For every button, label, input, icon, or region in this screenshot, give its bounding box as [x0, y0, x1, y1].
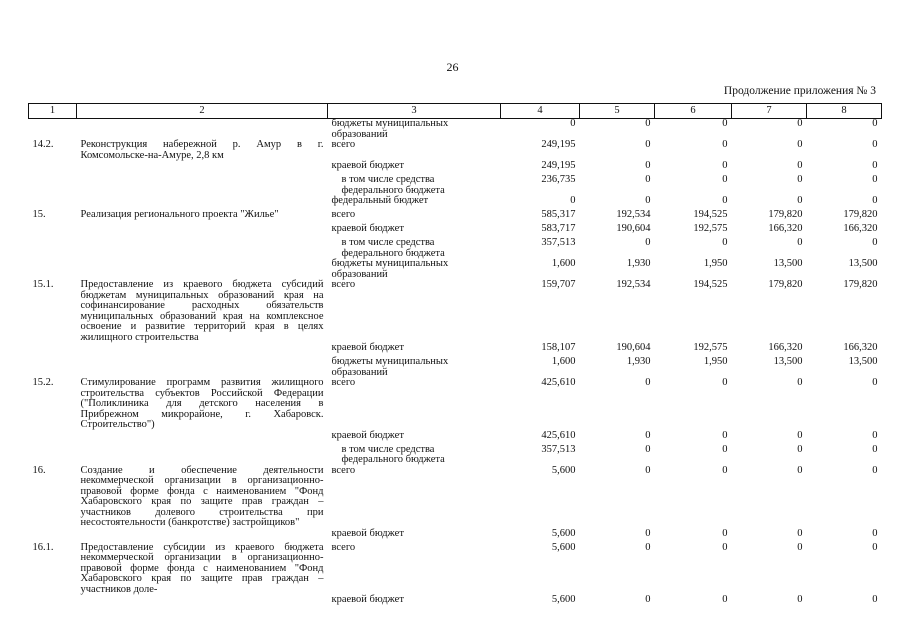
- value-cell: 192,534: [616, 279, 651, 290]
- value-cell: 159,707: [541, 279, 576, 290]
- value-cell: 1,600: [551, 258, 576, 269]
- table-row: [29, 357, 882, 378]
- value-cell: 0: [645, 237, 651, 248]
- column-header: 2: [77, 104, 328, 119]
- row-number: 15.2.: [32, 377, 54, 388]
- value-cell: 0: [722, 429, 728, 441]
- row-number: 14.2.: [32, 139, 54, 150]
- funding-source: федеральный бюджет: [331, 195, 429, 206]
- row-name: [77, 357, 328, 378]
- value-cell: 425,610: [541, 429, 576, 441]
- table-row: [29, 175, 882, 196]
- value-cell: 13,500: [848, 356, 878, 367]
- table-row: [29, 119, 882, 141]
- value-cell: 192,575: [693, 342, 728, 353]
- funding-source: всего: [331, 279, 356, 290]
- row-name: [77, 119, 328, 141]
- column-header: 7: [732, 104, 807, 119]
- funding-source: всего: [331, 209, 356, 220]
- value-cell: 0: [872, 541, 878, 553]
- value-cell: 0: [645, 139, 651, 150]
- row-name: Предоставление из краевого бюджета субсидий бюджетам муниципальных образований края на софинансирование расходных обязательств муниципальных образований края на комплексное освоение и развитие территорий края в целях жилищного строительства: [80, 279, 324, 343]
- value-cell: 0: [645, 594, 651, 605]
- value-cell: 0: [722, 541, 728, 553]
- value-cell: 5,600: [551, 527, 576, 539]
- value-cell: 0: [872, 594, 878, 605]
- value-cell: 192,575: [693, 223, 728, 234]
- funding-source: в том числе средства федерального бюджета: [341, 443, 445, 465]
- appendix-caption: Продолжение приложения № 3: [723, 85, 876, 97]
- row-number: [29, 595, 77, 609]
- value-cell: 0: [872, 443, 878, 455]
- value-cell: 0: [872, 377, 878, 388]
- column-header: 6: [655, 104, 732, 119]
- row-number: [29, 175, 77, 196]
- table-row: [29, 378, 882, 431]
- table-row: [29, 161, 882, 175]
- row-number: [29, 161, 77, 175]
- funding-source: бюджеты муниципальных образований: [331, 118, 449, 140]
- value-cell: 0: [645, 443, 651, 455]
- value-cell: 0: [722, 174, 728, 185]
- value-cell: 5,600: [551, 594, 576, 605]
- value-cell: 0: [722, 443, 728, 455]
- table-row: [29, 445, 882, 466]
- funding-source: бюджеты муниципальных образований: [331, 356, 449, 378]
- table-row: [29, 259, 882, 280]
- funding-source: краевой бюджет: [331, 594, 404, 605]
- value-cell: 0: [797, 527, 803, 539]
- table-row: [29, 343, 882, 357]
- value-cell: 190,604: [616, 223, 651, 234]
- value-cell: 190,604: [616, 342, 651, 353]
- value-cell: 0: [722, 118, 728, 129]
- value-cell: 0: [722, 195, 728, 206]
- row-number: [29, 259, 77, 280]
- table-row: [29, 140, 882, 161]
- value-cell: 5,600: [551, 541, 576, 553]
- value-cell: 179,820: [768, 279, 803, 290]
- value-cell: 0: [797, 594, 803, 605]
- value-cell: 0: [797, 443, 803, 455]
- row-number: [29, 445, 77, 466]
- value-cell: 0: [797, 464, 803, 476]
- value-cell: 357,513: [541, 237, 576, 248]
- value-cell: 13,500: [773, 258, 803, 269]
- row-name: [77, 259, 328, 280]
- value-cell: 0: [570, 118, 576, 129]
- value-cell: 0: [797, 541, 803, 553]
- row-name: [77, 161, 328, 175]
- row-number: [29, 196, 77, 210]
- funding-source: краевой бюджет: [331, 160, 404, 171]
- row-name: [77, 196, 328, 210]
- value-cell: 0: [645, 118, 651, 129]
- row-number: 15.1.: [32, 279, 54, 290]
- value-cell: 0: [570, 195, 576, 206]
- value-cell: 1,600: [551, 356, 576, 367]
- value-cell: 0: [722, 139, 728, 150]
- column-header: 3: [328, 104, 501, 119]
- value-cell: 0: [797, 139, 803, 150]
- row-name: Реконструкция набережной р. Амур в г. Комсомольске-на-Амуре, 2,8 км: [80, 139, 324, 161]
- value-cell: 0: [722, 594, 728, 605]
- funding-source: краевой бюджет: [331, 223, 404, 234]
- value-cell: 249,195: [541, 139, 576, 150]
- value-cell: 0: [645, 527, 651, 539]
- header-row: [29, 104, 882, 119]
- row-name: [77, 445, 328, 466]
- value-cell: 0: [872, 174, 878, 185]
- funding-source: краевой бюджет: [331, 342, 404, 353]
- table-row: [29, 238, 882, 259]
- value-cell: 0: [797, 118, 803, 129]
- row-number: [29, 357, 77, 378]
- row-name: Реализация регионального проекта "Жилье": [80, 209, 279, 220]
- row-number: [29, 431, 77, 445]
- value-cell: 5,600: [551, 464, 576, 476]
- row-name: [77, 175, 328, 196]
- value-cell: 192,534: [616, 209, 651, 220]
- value-cell: 0: [872, 118, 878, 129]
- value-cell: 1,950: [703, 258, 728, 269]
- funding-source: всего: [331, 139, 356, 150]
- row-name: Создание и обеспечение деятельности некоммерческой организации в организационно-правовой форме фонда с наименованием "Фонд Хабаровского края по защите прав граждан – участников долевого строительства при несостоятельности (банкротстве) застройщиков": [80, 464, 324, 528]
- value-cell: 179,820: [843, 279, 878, 290]
- value-cell: 0: [797, 160, 803, 171]
- row-name: [77, 595, 328, 609]
- page-number: 26: [446, 60, 459, 74]
- row-number: [29, 119, 77, 141]
- value-cell: 0: [722, 527, 728, 539]
- value-cell: 0: [722, 237, 728, 248]
- funding-source: краевой бюджет: [331, 429, 404, 441]
- value-cell: 13,500: [848, 258, 878, 269]
- funding-source: всего: [331, 464, 356, 476]
- row-number: 15.: [32, 209, 46, 220]
- row-name: [77, 224, 328, 238]
- value-cell: 583,717: [541, 223, 576, 234]
- value-cell: 0: [645, 377, 651, 388]
- table-row: [29, 431, 882, 445]
- value-cell: 1,950: [703, 356, 728, 367]
- value-cell: 0: [872, 237, 878, 248]
- value-cell: 0: [645, 174, 651, 185]
- value-cell: 425,610: [541, 377, 576, 388]
- value-cell: 166,320: [768, 342, 803, 353]
- row-name: [77, 431, 328, 445]
- row-number: [29, 224, 77, 238]
- value-cell: 179,820: [768, 209, 803, 220]
- value-cell: 585,317: [541, 209, 576, 220]
- row-number: [29, 238, 77, 259]
- row-number: [29, 529, 77, 543]
- value-cell: 166,320: [768, 223, 803, 234]
- value-cell: 0: [797, 237, 803, 248]
- value-cell: 0: [872, 160, 878, 171]
- value-cell: 0: [645, 541, 651, 553]
- value-cell: 0: [872, 527, 878, 539]
- table-row: [29, 466, 882, 529]
- funding-source: всего: [331, 377, 356, 388]
- table-row: [29, 595, 882, 609]
- value-cell: 0: [722, 160, 728, 171]
- value-cell: 0: [722, 377, 728, 388]
- row-number: 16.: [32, 464, 46, 476]
- value-cell: 0: [872, 429, 878, 441]
- value-cell: 0: [797, 195, 803, 206]
- row-name: [77, 238, 328, 259]
- table-row: [29, 196, 882, 210]
- column-header: 4: [501, 104, 580, 119]
- funding-source: бюджеты муниципальных образований: [331, 258, 449, 280]
- row-name: [77, 529, 328, 543]
- value-cell: 357,513: [541, 443, 576, 455]
- value-cell: 0: [797, 174, 803, 185]
- value-cell: 194,525: [693, 279, 728, 290]
- table-row: [29, 210, 882, 224]
- table-row: [29, 529, 882, 543]
- row-name: Предоставление субсидии из краевого бюджета некоммерческой организации в организационно-правовой форме фонда с наименованием "Фонд Хабаровского края по защите прав граждан – участников доле-: [80, 541, 324, 595]
- value-cell: 1,930: [626, 356, 651, 367]
- value-cell: 0: [872, 139, 878, 150]
- value-cell: 0: [797, 429, 803, 441]
- column-header: 8: [807, 104, 882, 119]
- funding-source: в том числе средства федерального бюджета: [341, 174, 445, 196]
- table-row: [29, 543, 882, 596]
- row-name: [77, 343, 328, 357]
- value-cell: 194,525: [693, 209, 728, 220]
- value-cell: 0: [645, 429, 651, 441]
- value-cell: 0: [797, 377, 803, 388]
- funding-source: всего: [331, 541, 356, 553]
- value-cell: 0: [872, 464, 878, 476]
- funding-source: краевой бюджет: [331, 527, 404, 539]
- value-cell: 158,107: [541, 342, 576, 353]
- value-cell: 13,500: [773, 356, 803, 367]
- value-cell: 166,320: [843, 342, 878, 353]
- value-cell: 0: [872, 195, 878, 206]
- row-name: Стимулирование программ развития жилищного строительства субъектов Российской Федерации ("Поликлиника для детского населения в Прибрежном микрорайоне, г. Хабаровск. Строительство"): [80, 377, 324, 430]
- value-cell: 166,320: [843, 223, 878, 234]
- value-cell: 0: [645, 195, 651, 206]
- value-cell: 1,930: [626, 258, 651, 269]
- table-row: [29, 280, 882, 343]
- table-row: [29, 224, 882, 238]
- column-header: 5: [580, 104, 655, 119]
- row-number: 16.1.: [32, 541, 54, 553]
- value-cell: 0: [645, 464, 651, 476]
- funding-source: в том числе средства федерального бюджета: [341, 237, 445, 259]
- value-cell: 179,820: [843, 209, 878, 220]
- column-header: 1: [29, 104, 77, 119]
- value-cell: 236,735: [541, 174, 576, 185]
- value-cell: 0: [645, 160, 651, 171]
- value-cell: 0: [722, 464, 728, 476]
- value-cell: 249,195: [541, 160, 576, 171]
- budget-table: [28, 103, 882, 609]
- row-number: [29, 343, 77, 357]
